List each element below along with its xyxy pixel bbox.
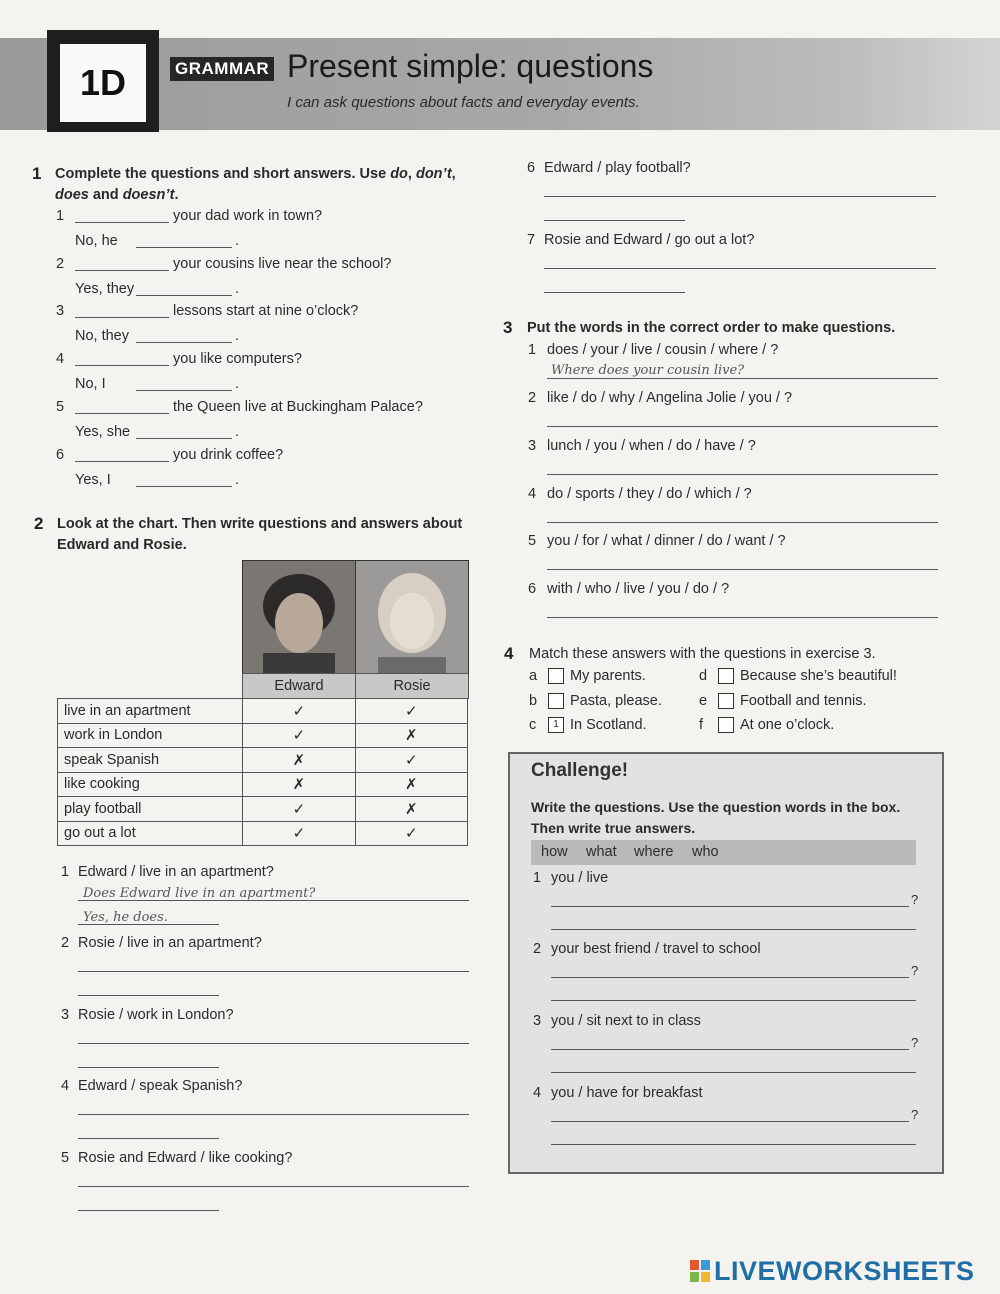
chart-mark-edward: ✗ xyxy=(243,772,355,797)
ex1-instructions: Complete the questions and short answers. Use do, don’t, does and doesn’t. xyxy=(55,166,456,203)
chart-mark-edward: ✓ xyxy=(243,723,355,748)
ex1-answer-prefix: No, he xyxy=(75,233,118,249)
chart-mark-rosie: ✓ xyxy=(355,821,467,846)
challenge-answer-line[interactable] xyxy=(551,929,916,930)
chart-mark-edward: ✓ xyxy=(243,699,355,724)
chart-row-label: play football xyxy=(58,797,243,822)
col-edward: Edward xyxy=(242,673,356,699)
ex1-question-blank[interactable] xyxy=(75,461,169,462)
ex1-question-text: you like computers? xyxy=(173,351,302,367)
challenge-item-prompt: you / live xyxy=(551,870,609,886)
chart-mark-rosie: ✓ xyxy=(355,699,467,724)
chart-row-label: go out a lot xyxy=(58,821,243,846)
chart-mark-edward: ✓ xyxy=(243,797,355,822)
challenge-item-number: 2 xyxy=(533,941,542,957)
ex4-item-letter: c xyxy=(529,717,537,733)
ex2-answer-line[interactable] xyxy=(78,1138,219,1139)
ex1-question-text: your cousins live near the school? xyxy=(173,256,392,272)
ex3-answer-line[interactable] xyxy=(547,617,938,618)
ex4-instructions: Match these answers with the questions in exercise 3. xyxy=(529,646,876,662)
challenge-question-line[interactable] xyxy=(551,906,909,907)
chart-mark-rosie: ✗ xyxy=(355,772,467,797)
ex4-item xyxy=(699,717,834,733)
ex3-item-words: with / who / live / you / do / ? xyxy=(547,581,730,597)
ex3-item-words: does / your / live / cousin / where / ? xyxy=(547,342,779,358)
challenge-question-line[interactable] xyxy=(551,1049,909,1050)
ex4-item-text: Pasta, please. xyxy=(570,693,662,709)
ex1-answer-prefix: No, they xyxy=(75,328,129,344)
liveworksheets-icon xyxy=(690,1260,710,1282)
chart-row xyxy=(58,748,468,773)
ex2-answer-line[interactable] xyxy=(544,292,685,293)
ex1-question-text: your dad work in town? xyxy=(173,208,323,224)
ex1-answer-period: . xyxy=(235,472,240,488)
ex3-item-number: 6 xyxy=(528,581,537,597)
chart-row xyxy=(58,772,468,797)
ex2-answer-line[interactable] xyxy=(78,1210,219,1211)
ex2-answer-line[interactable] xyxy=(78,995,219,996)
ex2-item-question: Edward / play football? xyxy=(544,160,691,176)
ex1-answer-period: . xyxy=(235,233,240,249)
ex3-item-number: 1 xyxy=(528,342,537,358)
ex2-instructions: Look at the chart. Then write questions and answers about Edward and Rosie. xyxy=(57,516,463,553)
ex4-item xyxy=(699,693,867,709)
chart-row xyxy=(58,723,468,748)
ex3-item-words: lunch / you / when / do / have / ? xyxy=(547,438,756,454)
ex3-item-number: 4 xyxy=(528,486,537,502)
ex1-question-blank[interactable] xyxy=(75,365,169,366)
ex1-answer-blank[interactable] xyxy=(136,342,232,343)
ex4-item-letter: d xyxy=(699,668,708,684)
ex3-answer-line[interactable] xyxy=(547,474,938,475)
ex4-item xyxy=(529,693,662,709)
ex2-item-number: 5 xyxy=(61,1150,70,1166)
ex4-item-letter: b xyxy=(529,693,538,709)
ex4-item-text: Football and tennis. xyxy=(740,693,867,709)
ex3-item-words: do / sports / they / do / which / ? xyxy=(547,486,752,502)
ex4-answer-box[interactable] xyxy=(718,668,734,684)
challenge-question-line[interactable] xyxy=(551,977,909,978)
ex2-item-question: Edward / speak Spanish? xyxy=(78,1078,243,1094)
challenge-item-prompt: you / sit next to in class xyxy=(551,1013,701,1029)
ex1-question-text: the Queen live at Buckingham Palace? xyxy=(173,399,423,415)
ex1-question-blank[interactable] xyxy=(75,413,169,414)
ex3-item-words: you / for / what / dinner / do / want / ? xyxy=(547,533,786,549)
ex4-item xyxy=(529,717,647,733)
ex1-answer-period: . xyxy=(235,376,240,392)
ex2-question-line[interactable] xyxy=(78,971,469,972)
ex2-item-number: 3 xyxy=(61,1007,70,1023)
challenge-answer-line[interactable] xyxy=(551,1000,916,1001)
ex3-number: 3 xyxy=(503,318,513,337)
chart-row-label: like cooking xyxy=(58,772,243,797)
ex3-item-number: 3 xyxy=(528,438,537,454)
ex1-answer-period: . xyxy=(235,281,240,297)
ex2-answer-line[interactable] xyxy=(544,220,685,221)
ex4-item-letter: a xyxy=(529,668,538,684)
ex3-item-words: like / do / why / Angelina Jolie / you / ? xyxy=(547,390,793,406)
challenge-instructions: Write the questions. Use the question words in the box. Then write true answers. xyxy=(531,799,901,836)
ex2-item-number: 2 xyxy=(61,935,70,951)
ex1-answer-blank[interactable] xyxy=(136,390,232,391)
ex3-item-number: 2 xyxy=(528,390,537,406)
ex4-item xyxy=(529,668,646,684)
ex1-answer-blank[interactable] xyxy=(136,295,232,296)
ex1-answer-period: . xyxy=(235,424,240,440)
challenge-item-prompt: your best friend / travel to school xyxy=(551,941,761,957)
ex3-answer-line[interactable] xyxy=(547,569,938,570)
ex2-question-line[interactable] xyxy=(544,196,936,197)
ex4-item-text: Because she’s beautiful! xyxy=(740,668,897,684)
chart-mark-rosie: ✓ xyxy=(355,748,467,773)
challenge-item-number: 1 xyxy=(533,870,542,886)
ex2-example-question: Does Edward live in an apartment? xyxy=(83,886,316,901)
ex1-question-blank[interactable] xyxy=(75,317,169,318)
chart-row xyxy=(58,821,468,846)
ex2-item-question: Edward / live in an apartment? xyxy=(78,864,274,880)
challenge-question-mark: ? xyxy=(911,892,919,907)
ex1-question-blank[interactable] xyxy=(75,270,169,271)
ex2-item-number: 6 xyxy=(527,160,536,176)
ex2-example-answer: Yes, he does. xyxy=(83,910,168,925)
grammar-tag: GRAMMAR xyxy=(170,57,274,81)
ex2-item-question: Rosie / work in London? xyxy=(78,1007,234,1023)
question-word-what: what xyxy=(586,844,617,860)
ex1-answer-prefix: Yes, I xyxy=(75,472,111,488)
col-rosie: Rosie xyxy=(355,673,469,699)
question-word-who: who xyxy=(692,844,719,860)
ex2-answer-line[interactable] xyxy=(78,1067,219,1068)
chart-row-label: work in London xyxy=(58,723,243,748)
challenge-item-number: 3 xyxy=(533,1013,542,1029)
ex2-chart xyxy=(57,698,468,846)
ex2-number: 2 xyxy=(34,514,44,533)
ex4-answer-box[interactable]: 1 xyxy=(548,717,564,733)
ex2-item-number: 4 xyxy=(61,1078,70,1094)
ex4-answer-box[interactable] xyxy=(718,693,734,709)
ex4-answer-box[interactable] xyxy=(548,693,564,709)
ex3-answer-line[interactable] xyxy=(547,522,938,523)
chart-mark-edward: ✗ xyxy=(243,748,355,773)
liveworksheets-logo: LIVEWORKSHEETS xyxy=(714,1256,975,1286)
challenge-question-mark: ? xyxy=(911,1035,919,1050)
challenge-title: Challenge! xyxy=(531,760,629,781)
question-word-how: how xyxy=(541,844,568,860)
ex4-item-text: My parents. xyxy=(570,668,646,684)
chart-row-label: live in an apartment xyxy=(58,699,243,724)
ex2-question-line[interactable] xyxy=(78,1043,469,1044)
ex2-item-number: 7 xyxy=(527,232,536,248)
ex2-question-line[interactable] xyxy=(78,1114,469,1115)
ex2-item-question: Rosie / live in an apartment? xyxy=(78,935,262,951)
chart-row xyxy=(58,699,468,724)
chart-mark-rosie: ✗ xyxy=(355,723,467,748)
ex4-item xyxy=(699,668,897,684)
ex1-answer-prefix: Yes, she xyxy=(75,424,131,440)
ex1-item-number: 6 xyxy=(56,447,65,463)
ex3-answer-line[interactable] xyxy=(547,426,938,427)
challenge-answer-line[interactable] xyxy=(551,1144,916,1145)
ex1-answer-prefix: No, I xyxy=(75,376,106,392)
ex1-item-number: 1 xyxy=(56,208,65,224)
ex1-question-text: you drink coffee? xyxy=(173,447,284,463)
ex4-answer-box[interactable] xyxy=(718,717,734,733)
ex3-example-answer: Where does your cousin live? xyxy=(551,363,745,378)
unit-label: 1D xyxy=(60,44,146,122)
challenge-question-line[interactable] xyxy=(551,1121,909,1122)
ex1-item-number: 2 xyxy=(56,256,65,272)
ex2-question-line[interactable] xyxy=(78,1186,469,1187)
edward-photo xyxy=(242,560,356,676)
challenge-answer-line[interactable] xyxy=(551,1072,916,1073)
rosie-photo xyxy=(355,560,469,676)
ex1-question-blank[interactable] xyxy=(75,222,169,223)
chart-row-label: speak Spanish xyxy=(58,748,243,773)
ex1-answer-period: . xyxy=(235,328,240,344)
challenge-question-mark: ? xyxy=(911,1107,919,1122)
ex1-answer-blank[interactable] xyxy=(136,247,232,248)
ex3-answer-line[interactable] xyxy=(547,378,938,379)
ex3-instructions: Put the words in the correct order to make questions. xyxy=(527,320,896,336)
ex2-item-question: Rosie and Edward / go out a lot? xyxy=(544,232,755,248)
ex4-number: 4 xyxy=(504,644,514,663)
ex1-item-number: 5 xyxy=(56,399,65,415)
question-word-where: where xyxy=(634,844,674,860)
ex2-question-line[interactable] xyxy=(544,268,936,269)
challenge-question-mark: ? xyxy=(911,963,919,978)
ex4-item-letter: f xyxy=(699,717,704,733)
ex4-item-text: At one o’clock. xyxy=(740,717,835,733)
ex1-number: 1 xyxy=(32,164,42,183)
ex4-item-letter: e xyxy=(699,693,708,709)
page-title: Present simple: questions xyxy=(287,48,654,84)
ex1-answer-prefix: Yes, they xyxy=(75,281,135,297)
chart-mark-rosie: ✗ xyxy=(355,797,467,822)
ex1-answer-blank[interactable] xyxy=(136,438,232,439)
ex2-item-question: Rosie and Edward / like cooking? xyxy=(78,1150,293,1166)
challenge-item-prompt: you / have for breakfast xyxy=(551,1085,703,1101)
ex1-question-text: lessons start at nine o’clock? xyxy=(173,303,359,319)
ex4-item-text: In Scotland. xyxy=(570,717,647,733)
chart-row xyxy=(58,797,468,822)
ex1-item-number: 4 xyxy=(56,351,65,367)
ex1-answer-blank[interactable] xyxy=(136,486,232,487)
ex3-item-number: 5 xyxy=(528,533,537,549)
page-subtitle: I can ask questions about facts and everyday events. xyxy=(287,94,640,111)
ex2-item-number: 1 xyxy=(61,864,70,880)
challenge-item-number: 4 xyxy=(533,1085,542,1101)
ex4-answer-box[interactable] xyxy=(548,668,564,684)
chart-mark-edward: ✓ xyxy=(243,821,355,846)
ex1-item-number: 3 xyxy=(56,303,65,319)
